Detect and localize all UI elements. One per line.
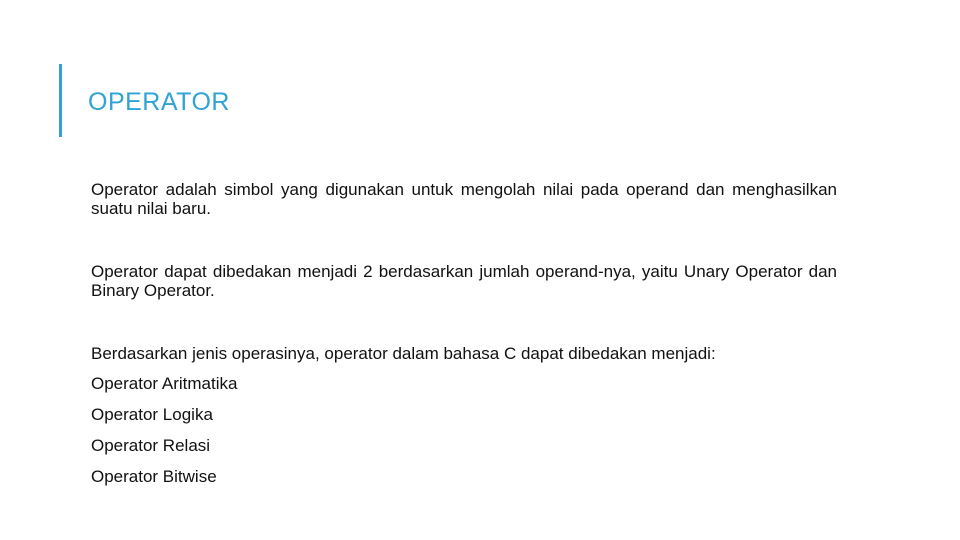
list-item: Operator Relasi [91,436,211,455]
list-item: Operator Logika [91,405,213,424]
title-accent-bar [59,64,62,137]
slide-body [91,180,837,498]
list-item: Operator Bitwise [91,467,217,486]
slide-title: OPERATOR [88,88,230,116]
list-item: Operator Aritmatika [91,374,238,393]
paragraph-definition: Operator adalah simbol yang digunakan untuk mengolah nilai pada operand dan menghasilkan suatu nilai baru. [91,180,837,218]
paragraph-operand-types: Operator dapat dibedakan menjadi 2 berdasarkan jumlah operand-nya, yaitu Unary Operator dan Binary Operator. [91,262,837,300]
paragraph-operation-types: Berdasarkan jenis operasinya, operator dalam bahasa C dapat dibedakan menjadi: [91,344,716,363]
operator-list [91,374,837,498]
